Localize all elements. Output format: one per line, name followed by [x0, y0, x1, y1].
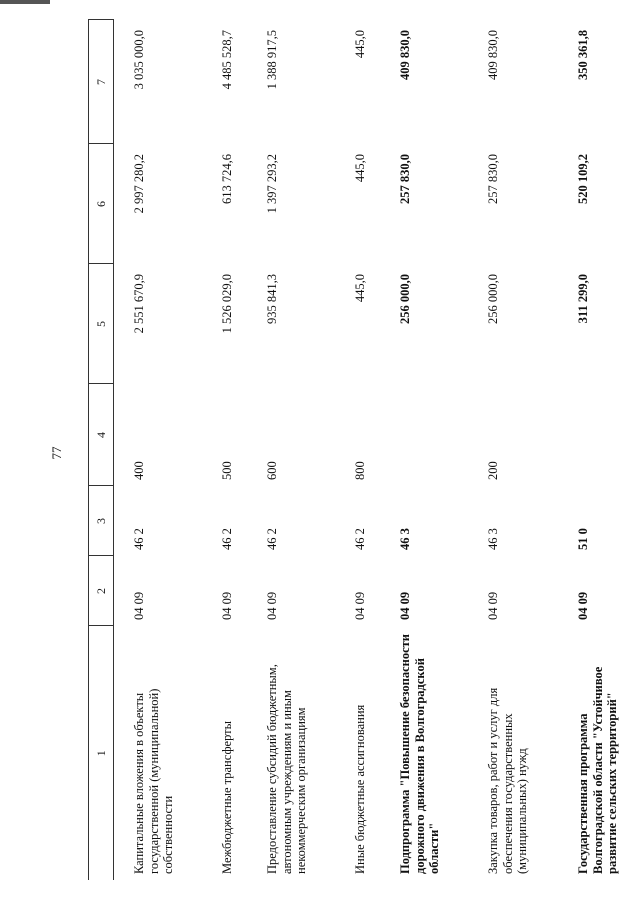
row-section: 04 09	[220, 591, 234, 620]
row-value-6: 613 724,6	[220, 154, 234, 204]
table-row	[353, 20, 398, 880]
row-section: 04 09	[576, 591, 590, 620]
header-col-5: 5	[89, 264, 114, 384]
row-type	[398, 384, 486, 486]
rotated-page	[88, 20, 618, 880]
table-row	[265, 20, 353, 880]
row-target: 46 3	[398, 528, 412, 550]
row-value-7: 3 035 000,0	[132, 30, 146, 90]
row-value-6: 257 830,0	[398, 154, 412, 204]
row-target: 46 3	[486, 528, 500, 550]
row-value-7: 1 388 917,5	[265, 30, 279, 90]
row-value-5: 256 000,0	[398, 274, 412, 324]
row-value-6: 520 109,2	[576, 154, 590, 204]
row-section: 04 09	[353, 591, 367, 620]
row-name: Подпрограмма "Повышение безопасности дорожного движения в Волгоградской области"	[398, 633, 441, 874]
row-type: 800	[353, 461, 367, 480]
row-value-7: 409 830,0	[486, 30, 500, 80]
row-target: 46 2	[353, 528, 367, 550]
row-value-5: 445,0	[353, 274, 367, 303]
row-value-7: 4 485 528,7	[220, 30, 234, 90]
row-section: 04 09	[132, 591, 146, 620]
row-name: Капитальные вложения в объекты государственной (муниципальной) собственности	[132, 688, 175, 874]
row-type: 400	[132, 461, 146, 480]
header-row	[89, 20, 114, 880]
row-value-6: 1 397 293,2	[265, 154, 279, 214]
row-target: 46 2	[220, 528, 234, 550]
row-target: 46 2	[265, 528, 279, 550]
page-number: 77	[49, 446, 64, 460]
row-type: 600	[265, 461, 279, 480]
row-value-5: 311 299,0	[576, 274, 590, 324]
row-value-5: 256 000,0	[486, 274, 500, 324]
header-col-4: 4	[89, 384, 114, 486]
row-value-6: 445,0	[353, 154, 367, 183]
row-name: Закупка товаров, работ и услуг для обеспечения государственных (муниципальных) нужд	[486, 687, 529, 874]
row-value-6: 2 997 280,2	[132, 154, 146, 214]
row-value-6: 257 830,0	[486, 154, 500, 204]
header-col-7: 7	[89, 20, 114, 144]
table-row	[132, 20, 220, 880]
header-col-1: 1	[89, 626, 114, 880]
table-row-subprogram	[398, 20, 486, 880]
row-value-5: 2 551 670,9	[132, 274, 146, 334]
scan-edge-mark	[0, 0, 50, 4]
row-name: Предоставление субсидий бюджетным, автономным учреждениям и иным некоммерческим организациям	[265, 664, 308, 874]
table-row	[220, 20, 265, 880]
budget-table	[88, 20, 640, 881]
table-row	[486, 20, 576, 880]
row-value-5: 1 526 029,0	[220, 274, 234, 334]
row-type: 500	[220, 461, 234, 480]
table-row-program	[576, 20, 640, 880]
row-value-7: 350 361,8	[576, 30, 590, 80]
row-target: 46 2	[132, 528, 146, 550]
row-value-5: 935 841,3	[265, 274, 279, 324]
row-name: Межбюджетные трансферты	[220, 720, 234, 874]
header-col-6: 6	[89, 144, 114, 264]
row-value-7: 409 830,0	[398, 30, 412, 80]
row-name: Иные бюджетные ассигнования	[353, 704, 367, 874]
row-target: 51 0	[576, 528, 590, 550]
row-section: 04 09	[486, 591, 500, 620]
row-name: Государственная программа Волгоградской области "Устойчивое развитие сельских территорий"	[576, 666, 619, 874]
row-type: 200	[486, 461, 500, 480]
row-value-7: 445,0	[353, 30, 367, 59]
header-col-2: 2	[89, 556, 114, 626]
row-section: 04 09	[265, 591, 279, 620]
row-section: 04 09	[398, 591, 412, 620]
row-type	[576, 384, 640, 486]
header-col-3: 3	[89, 486, 114, 556]
